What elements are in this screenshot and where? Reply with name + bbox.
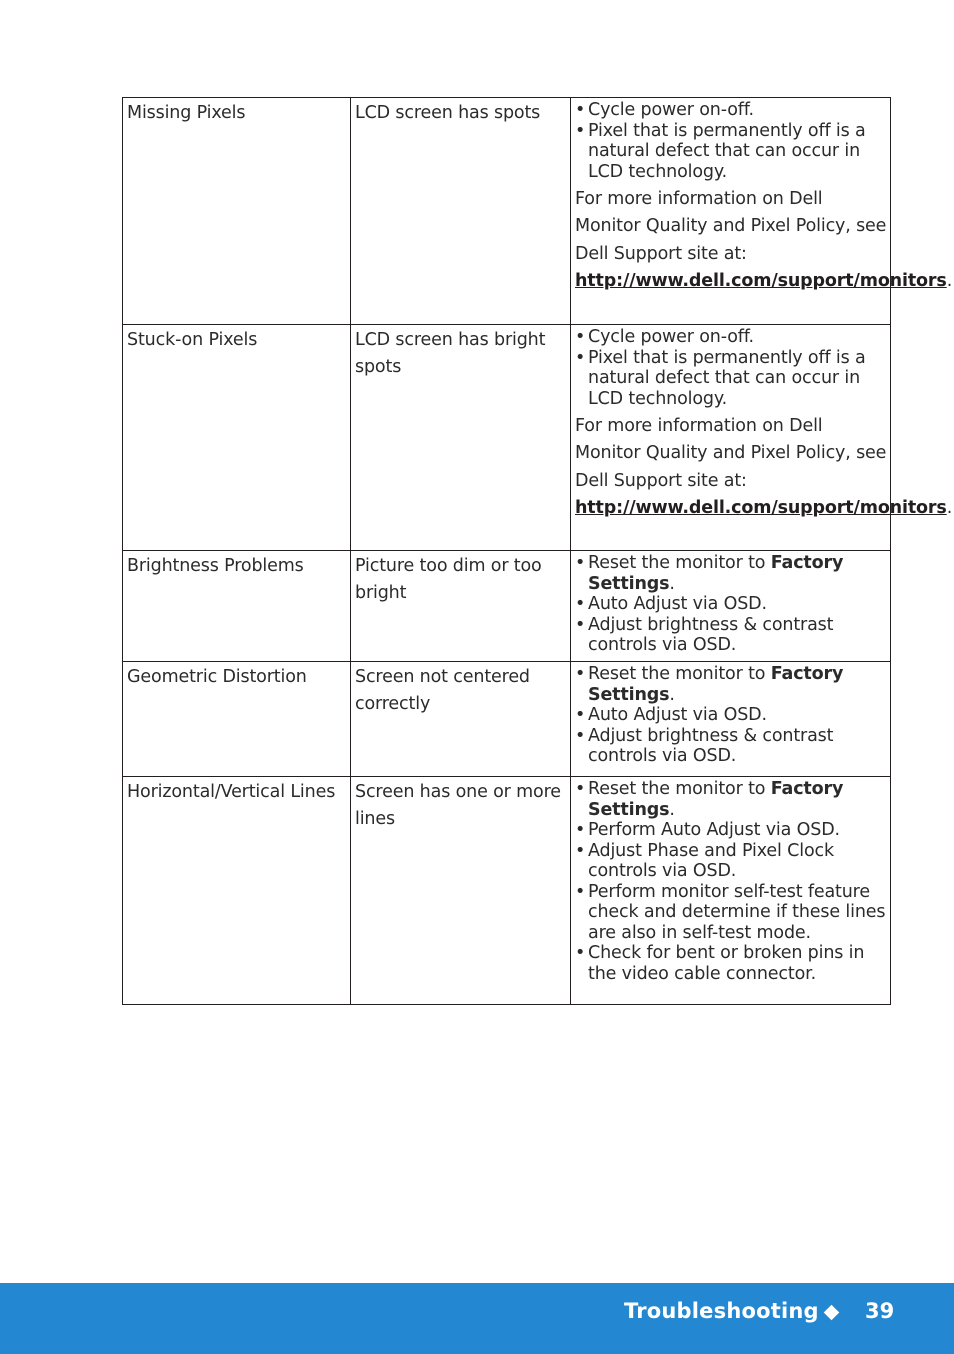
bullet-icon: •	[575, 705, 586, 725]
problem-cell: Horizontal/Vertical Lines	[123, 777, 351, 1005]
list-item: • Reset the monitor to Factory Settings.	[575, 553, 844, 594]
solution-list	[575, 779, 888, 984]
solution-cell	[571, 662, 891, 777]
bullet-icon: •	[575, 820, 586, 840]
table-row	[123, 551, 891, 662]
problem-cell: Brightness Problems	[123, 551, 351, 662]
list-item: • Auto Adjust via OSD.	[575, 705, 767, 725]
list-item: • Cycle power on-off.	[575, 100, 754, 120]
list-item: • Cycle power on-off.	[575, 327, 754, 347]
bullet-icon: •	[575, 327, 586, 347]
solution-cell	[571, 325, 953, 551]
table-row	[123, 662, 891, 777]
list-item: • Perform Auto Adjust via OSD.	[575, 820, 840, 840]
bullet-icon: •	[575, 881, 586, 902]
symptom-cell: Screen has one or more lines	[351, 777, 571, 1005]
footer-section-title: Troubleshooting	[624, 1299, 819, 1323]
list-item: • Adjust Phase and Pixel Clock controls via OSD.	[575, 840, 834, 881]
table-row	[123, 325, 891, 551]
bullet-icon: •	[575, 779, 586, 799]
symptom-cell: Screen not centered correctly	[351, 662, 571, 777]
symptom-cell: LCD screen has spots	[351, 98, 571, 325]
solution-list	[575, 327, 888, 409]
problem-cell: Stuck-on Pixels	[123, 325, 351, 551]
support-link[interactable]: http://www.dell.com/support/monitors	[575, 270, 947, 291]
page-number: 39	[865, 1299, 895, 1323]
problem-cell: Missing Pixels	[123, 98, 351, 325]
solution-list	[575, 553, 888, 656]
solution-cell	[571, 98, 953, 325]
list-item: • Reset the monitor to Factory Settings.	[575, 664, 844, 705]
solution-cell	[571, 777, 891, 1005]
bullet-icon: •	[575, 664, 586, 684]
list-item: • Pixel that is permanently off is a natural defect that can occur in LCD technology.	[575, 120, 866, 182]
bullet-icon: •	[575, 553, 586, 573]
list-item: • Auto Adjust via OSD.	[575, 594, 767, 614]
bullet-icon: •	[575, 840, 586, 861]
troubleshooting-table	[122, 97, 953, 1005]
list-item: • Adjust brightness & contrast controls via OSD.	[575, 614, 834, 655]
solution-cell	[571, 551, 891, 662]
list-item: • Adjust brightness & contrast controls via OSD.	[575, 725, 834, 766]
bullet-icon: •	[575, 100, 586, 120]
bullet-icon: •	[575, 594, 586, 614]
table-row	[123, 777, 891, 1005]
bullet-icon: •	[575, 943, 586, 963]
more-info-text: For more information on Dell Monitor Quality and Pixel Policy, see Dell Support site at: http://www.dell.com/support/monitors.	[575, 416, 953, 518]
bullet-icon: •	[575, 614, 586, 635]
table-row	[123, 98, 891, 325]
list-item: • Check for bent or broken pins in the video cable connector.	[575, 943, 865, 984]
symptom-cell: Picture too dim or too bright	[351, 551, 571, 662]
bullet-icon: •	[575, 347, 586, 368]
solution-list	[575, 100, 888, 182]
solution-list	[575, 664, 888, 767]
symptom-cell: LCD screen has bright spots	[351, 325, 571, 551]
bullet-icon: •	[575, 725, 586, 746]
list-item: • Reset the monitor to Factory Settings.	[575, 779, 844, 820]
more-info-text: For more information on Dell Monitor Quality and Pixel Policy, see Dell Support site at: http://www.dell.com/support/monitors.	[575, 189, 953, 291]
problem-cell: Geometric Distortion	[123, 662, 351, 777]
list-item: • Perform monitor self-test feature check and determine if these lines are also in self-test mode.	[575, 881, 886, 943]
support-link[interactable]: http://www.dell.com/support/monitors	[575, 497, 947, 518]
list-item: • Pixel that is permanently off is a natural defect that can occur in LCD technology.	[575, 347, 866, 409]
bullet-icon: •	[575, 120, 586, 141]
